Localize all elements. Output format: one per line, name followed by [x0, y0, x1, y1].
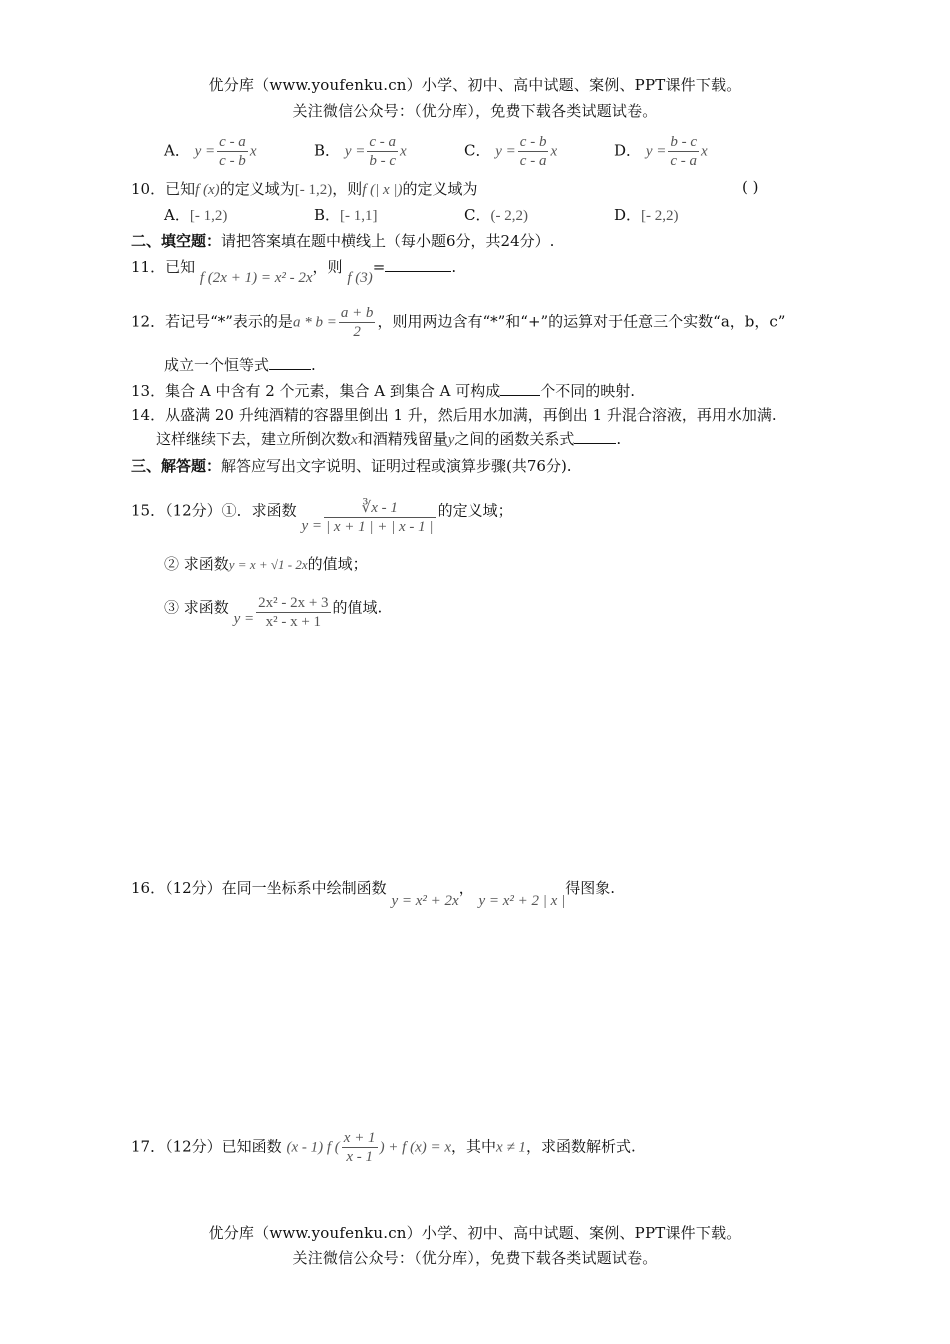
q9-option-d: D． y = $\frac{b - c}{c - a}$ x	[614, 134, 708, 169]
q10-option-d: D．[- 2,2)	[614, 206, 679, 224]
question-15-part-3: ③ 求函数 y = $\frac{\text{2x² - 2x + 3}}{\text{x² - x + 1}}$ 的值域.	[164, 595, 383, 630]
q9-option-c: C． y = $\frac{c - b}{c - a}$ x	[464, 134, 558, 169]
answer-paren: ( )	[742, 178, 759, 196]
section-2-heading: 二、填空题：请把答案填在题中横线上（每小题6分，共24分）.	[131, 232, 555, 250]
answer-blank[interactable]	[500, 381, 540, 396]
answer-blank[interactable]	[269, 355, 311, 370]
q9-option-b: B． y = $\frac{c - a}{b - c}$ x	[314, 134, 407, 169]
header-line-2: 关注微信公众号：（优分库），免费下载各类试题试卷。	[292, 102, 658, 120]
question-15-part-2: ② 求函数y = x + √1 - 2x的值域；	[164, 555, 368, 573]
footer-line-1: 优分库（www.youfenku.cn）小学、初中、高中试题、案例、PPT课件下载。	[208, 1224, 742, 1242]
q10-option-a: A．[- 1,2)	[164, 206, 228, 224]
q10-option-c: C．(- 2,2)	[464, 206, 528, 224]
q9-option-a: A． y = $\frac{c - a}{c - b}$ x	[164, 134, 257, 169]
question-12-line-2: 成立一个恒等式 .	[164, 356, 316, 374]
question-14: 14．从盛满 20 升纯酒精的容器里倒出 1 升，然后用水加满，再倒出 1 升混合溶液，再用水加满.	[131, 406, 777, 424]
question-15: 15．（12分）①．求函数 y = $\frac{∛x - 1}{| x + 1 | + | x - 1 |}$ 的定义域；	[131, 500, 513, 535]
answer-blank[interactable]	[574, 429, 616, 444]
question-16: 16．（12分）在同一坐标系中绘制函数 y = x² + 2x， y = x² + 2 | x |得图象.	[131, 879, 615, 909]
section-3-heading: 三、解答题：解答应写出文字说明、证明过程或演算步骤(共76分).	[131, 457, 572, 475]
header-line-1: 优分库（www.youfenku.cn）小学、初中、高中试题、案例、PPT课件下载。	[208, 76, 742, 94]
question-10: 10．已知f (x)的定义域为[- 1,2)，则f (| x |)的定义域为	[131, 180, 478, 198]
question-17: 17．（12分）已知函数 (x - 1) f ( $\frac{x + 1}{x - 1}$ ) + f (x) = x，其中x ≠ 1，求函数解析式.	[131, 1130, 636, 1165]
footer-line-2: 关注微信公众号：（优分库），免费下载各类试题试卷。	[292, 1249, 658, 1267]
question-13: 13．集合 A 中含有 2 个元素，集合 A 到集合 A 可构成 个不同的映射.	[131, 382, 636, 400]
question-14-line-2: 这样继续下去，建立所倒次数x和酒精残留量y之间的函数关系式 .	[156, 430, 622, 448]
answer-blank[interactable]	[385, 257, 451, 272]
question-11: 11．已知 f (2x + 1) = x² - 2x，则 f (3)= .	[131, 258, 457, 286]
question-12: 12．若记号“*”表示的是a * b = $\frac{a + b}{2}$ ，则用两边含有“*”和“+”的运算对于任意三个实数“a，b，c”	[131, 305, 786, 340]
q10-option-b: B．[- 1,1]	[314, 206, 378, 224]
